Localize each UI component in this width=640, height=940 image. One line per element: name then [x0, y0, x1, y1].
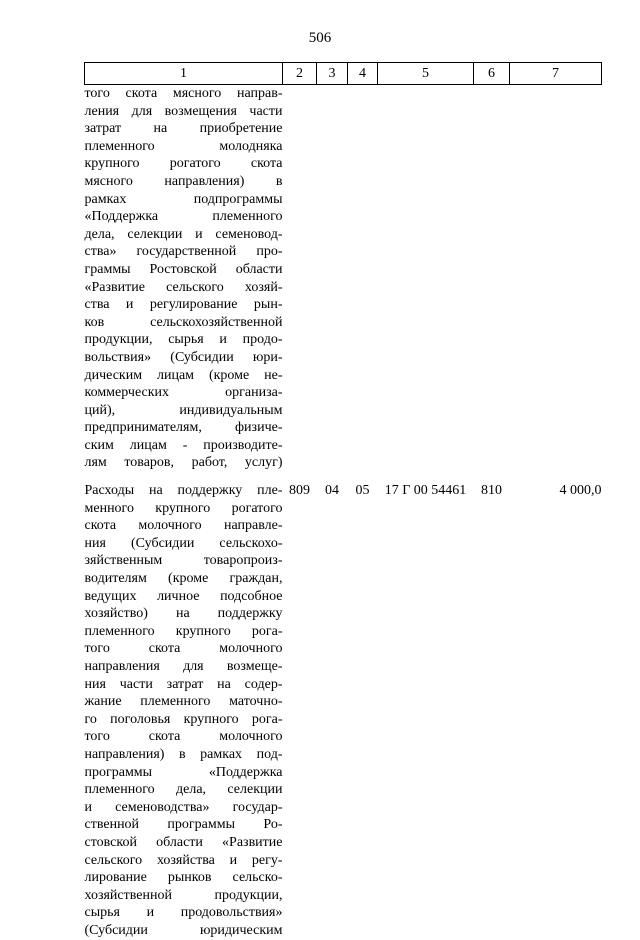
cell-sum: 4 000,0 [559, 483, 602, 499]
description-line: водителям (кроме граждан, [84, 571, 283, 587]
description-line: сельского хозяйства и регу- [84, 852, 283, 868]
cell-vr [474, 85, 510, 483]
description-line: дическим лицам (кроме не- [84, 367, 283, 383]
description-line: направления для возмеще- [84, 659, 283, 674]
description-line: вольствия» (Субсидии юри- [84, 349, 283, 365]
description-line: программы «Поддержка [84, 764, 283, 780]
budget-table [84, 62, 602, 940]
description-line: ственной программы Ро- [84, 817, 283, 833]
description-line: ведущих личное подсобное [84, 588, 283, 604]
description-line: рамках подпрограммы [84, 191, 283, 207]
description-line: мясного направления) в [84, 173, 283, 189]
description-line: хозяйственной продукции, [84, 887, 283, 903]
description-line: лирование рынков сельско- [84, 870, 283, 886]
description-line: того скота мясного направ- [84, 86, 283, 101]
column-header-5: 5 [378, 63, 474, 85]
description-line: граммы Ростовской области [84, 261, 283, 277]
column-number-header-row [85, 63, 602, 85]
description-line: племенного молодняка [84, 138, 283, 154]
cell-rz [317, 85, 348, 483]
column-header-7: 7 [510, 63, 602, 85]
page-number: 506 [308, 30, 332, 46]
description-line: ков сельскохозяйственной [84, 314, 283, 330]
description-line: племенного дела, селекции [84, 782, 283, 798]
description-line: стовской области «Развитие [84, 834, 283, 850]
description-line: дела, селекции и семеновод- [84, 226, 283, 242]
cell-csr [378, 85, 474, 483]
description-line: лям товаров, работ, услуг) [84, 455, 283, 471]
description-line: того скота молочного [84, 641, 283, 657]
description-line: ским лицам - производите- [84, 437, 283, 453]
row-description [85, 85, 283, 483]
description-line: ния (Субсидии сельскохо- [84, 535, 283, 551]
column-header-3: 3 [317, 63, 348, 85]
cell-sum [510, 85, 602, 483]
description-line: племенного крупного рога- [84, 623, 283, 639]
description-line: Расходы на поддержку пле- [84, 483, 283, 499]
description-line: ций), индивидуальным [84, 402, 283, 418]
column-header-1: 1 [85, 63, 283, 85]
description-line: направления) в рамках под- [84, 746, 283, 762]
description-line: того скота молочного [84, 729, 283, 745]
cell-vr: 810 [481, 483, 502, 499]
column-header-6: 6 [474, 63, 510, 85]
table-row [85, 482, 602, 939]
description-line: зяйственным товаропроиз- [84, 553, 283, 569]
description-line: и семеноводства» государ- [84, 799, 283, 815]
description-line: ства» государственной про- [84, 244, 283, 260]
description-line: го поголовья крупного рога- [84, 711, 283, 727]
description-line: «Поддержка племенного [84, 209, 283, 225]
cell-rz: 04 [325, 483, 339, 499]
description-line: продукции, сырья и продо- [84, 332, 283, 348]
column-header-2: 2 [283, 63, 317, 85]
description-line: жание племенного маточно- [84, 694, 283, 710]
description-line: ства и регулирование рын- [84, 297, 283, 313]
cell-min [283, 85, 317, 483]
description-line: ления для возмещения части [84, 103, 283, 119]
cell-pr: 05 [355, 483, 370, 499]
cell-pr [348, 85, 378, 483]
description-line: менного крупного рогатого [84, 500, 283, 516]
description-line: хозяйство) на поддержку [84, 606, 283, 622]
table-row [85, 85, 602, 483]
cell-csr: 17 Г 00 54461 [384, 483, 467, 499]
description-line: предпринимателям, физиче- [84, 420, 283, 436]
description-line: затрат на приобретение [84, 121, 283, 137]
description-line: скота молочного направле- [84, 518, 283, 534]
description-line: ния части затрат на содер- [84, 676, 283, 692]
description-line: (Субсидии юридическим [84, 922, 283, 938]
description-line: «Развитие сельского хозяй- [84, 279, 283, 295]
description-line: коммерческих организа- [84, 385, 283, 401]
row-description [85, 482, 283, 939]
cell-min: 809 [289, 483, 310, 499]
description-line: сырья и продовольствия» [84, 905, 283, 921]
description-line: крупного рогатого скота [84, 156, 283, 172]
column-header-4: 4 [348, 63, 378, 85]
